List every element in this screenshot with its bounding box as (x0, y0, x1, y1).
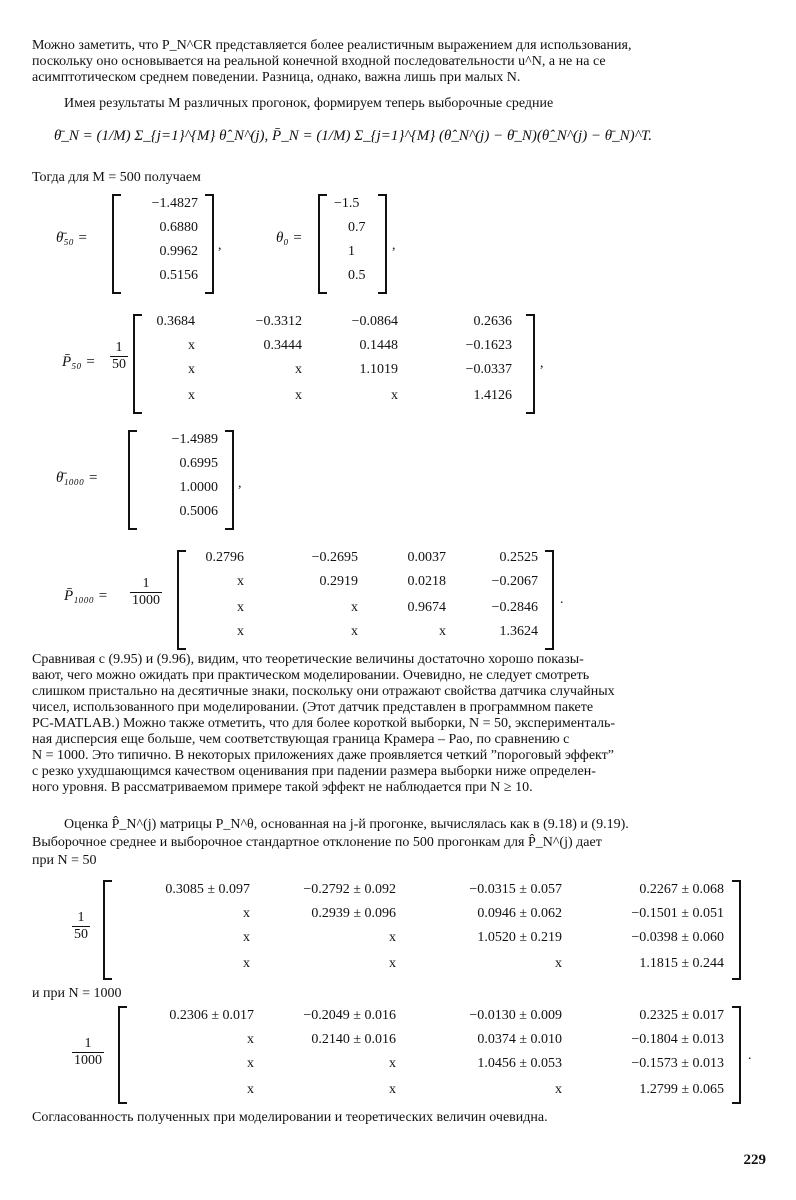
separator: . (748, 1048, 752, 1063)
matrix-cell: x (243, 930, 250, 945)
matrix-cell: −0.2695 (311, 550, 358, 565)
coef-num: 1 (110, 340, 128, 357)
bracket-right (526, 314, 535, 414)
bracket-right (732, 880, 741, 980)
matrix-cell: x (555, 1082, 562, 1097)
matrix-cell: 0.2267 ± 0.068 (639, 882, 724, 897)
matrix-cell: 0.3444 (263, 338, 302, 353)
text-line: Можно заметить, что P_N^CR представляется более реалистичным выражением для использования, (32, 38, 632, 53)
separator: , (392, 238, 396, 253)
matrix-cell: 1.3624 (499, 624, 538, 639)
vector-label: θ̄₁₀₀₀ = (56, 470, 99, 486)
bracket-right (225, 430, 234, 530)
matrix-cell: −0.2049 ± 0.016 (303, 1008, 396, 1023)
bracket-right (378, 194, 387, 294)
vector-value: −1.4827 (151, 196, 198, 211)
vector-label: θ̄₅₀ = (56, 230, 88, 246)
vector-value: 0.7 (348, 220, 366, 235)
matrix-cell: x (237, 624, 244, 639)
matrix-cell: x (237, 574, 244, 589)
matrix-cell: x (351, 600, 358, 615)
text-line: при N = 50 (32, 853, 97, 868)
vector-value: 0.5006 (179, 504, 218, 519)
matrix-cell: 0.0374 ± 0.010 (477, 1032, 562, 1047)
text-line: Оценка P̂_N^(j) матрицы P_N^θ, основанная на j-й прогонке, вычислялась как в (9.18) и (9.19). (64, 817, 629, 832)
matrix-label: P̄₁₀₀₀ = (64, 588, 108, 604)
bracket-left (318, 194, 327, 294)
matrix-cell: −0.2846 (491, 600, 538, 615)
paragraph-estimate (32, 816, 762, 870)
vector-value: 0.9962 (159, 244, 198, 259)
text-line: и при N = 1000 (32, 986, 122, 1001)
matrix-cell: 0.9674 (407, 600, 446, 615)
matrix-cell: 0.2525 (499, 550, 538, 565)
vector-value: −1.5 (334, 196, 360, 211)
matrix-cell: 0.3684 (156, 314, 195, 329)
page-number: 229 (743, 1152, 766, 1168)
matrix-cell: −0.0315 ± 0.057 (469, 882, 562, 897)
matrix-cell: −0.1623 (465, 338, 512, 353)
matrix-cell: 1.4126 (473, 388, 512, 403)
vector-value: 0.5156 (159, 268, 198, 283)
text-line: асимптотическом среднем поведении. Разница, однако, важна лишь при малых N. (32, 70, 521, 85)
matrix-cell: 0.2306 ± 0.017 (169, 1008, 254, 1023)
coef-num: 1 (72, 1036, 104, 1053)
text-line: Имея результаты M различных прогонок, формируем теперь выборочные средние (64, 96, 554, 111)
matrix-cell: −0.1804 ± 0.013 (631, 1032, 724, 1047)
vector-label: θ₀ = (276, 230, 303, 246)
matrix-cell: x (389, 930, 396, 945)
matrix-cell: x (555, 956, 562, 971)
matrix-cell: x (243, 906, 250, 921)
matrix-cell: −0.0337 (465, 362, 512, 377)
matrix-cell: 1.1815 ± 0.244 (639, 956, 724, 971)
separator: . (560, 592, 564, 607)
text-line: Тогда для M = 500 получаем (32, 170, 201, 185)
separator: , (218, 238, 222, 253)
separator: , (540, 356, 544, 371)
matrix-cell: −0.0398 ± 0.060 (631, 930, 724, 945)
formula-sample-means: θ̄_N = (1/M) Σ_{j=1}^{M} θ̂_N^(j), P̄_N = (1/M) Σ_{j=1}^{M} (θ̂_N^(j) − θ̄_N)(θ̂_N^(j) − θ̄_N)^T. (54, 128, 652, 144)
matrix-cell: x (188, 388, 195, 403)
text-line: Выборочное среднее и выборочное стандартное отклонение по 500 прогонкам для P̂_N^(j) дает (32, 835, 602, 850)
text-line: с резко ухудшающимся качеством оценивания при падении размера выборки ниже определен- (32, 764, 596, 779)
matrix-cell: x (389, 956, 396, 971)
matrix-cell: 0.0218 (407, 574, 446, 589)
matrix-cell: x (188, 362, 195, 377)
matrix-cell: x (247, 1082, 254, 1097)
matrix-cell: −0.2067 (491, 574, 538, 589)
matrix-cell: −0.2792 ± 0.092 (303, 882, 396, 897)
text-line: N = 1000. Это типично. В некоторых приложениях даже проявляется четкий ”пороговый эффект” (32, 748, 614, 763)
matrix-cell: x (295, 362, 302, 377)
bracket-right (732, 1006, 741, 1104)
matrix-cell: 0.0037 (407, 550, 446, 565)
text-line: PC-MATLAB.) Можно также отметить, что для более короткой выборки, N = 50, эксперименталь- (32, 716, 616, 731)
paragraph-intro (32, 38, 762, 86)
text-line: Согласованность полученных при моделировании и теоретических величин очевидна. (32, 1110, 548, 1125)
matrix-cell: x (391, 388, 398, 403)
matrix-cell: 1.0456 ± 0.053 (477, 1056, 562, 1071)
matrix-cell: 0.2919 (319, 574, 358, 589)
coef-den: 1000 (74, 1053, 102, 1068)
text-line: вают, чего можно ожидать при практическом моделировании. Очевидно, не следует смотреть (32, 668, 590, 683)
vector-value: 0.6880 (159, 220, 198, 235)
matrix-cell: −0.3312 (255, 314, 302, 329)
vector-value: 0.5 (348, 268, 366, 283)
text-line: чисел, использованного при моделировании. (Этот датчик представлен в программном пакете (32, 700, 594, 715)
matrix-cell: 0.3085 ± 0.097 (165, 882, 250, 897)
matrix-cell: 1.0520 ± 0.219 (477, 930, 562, 945)
matrix-cell: x (188, 338, 195, 353)
matrix-cell: 0.2796 (205, 550, 244, 565)
vector-value: 1.0000 (179, 480, 218, 495)
matrix-cell: x (351, 624, 358, 639)
matrix-cell: x (389, 1056, 396, 1071)
coef-den: 50 (112, 357, 126, 372)
matrix-cell: 0.1448 (359, 338, 398, 353)
matrix-label: P̄₅₀ = (62, 354, 96, 370)
matrix-cell: x (389, 1082, 396, 1097)
text-line: поскольку оно основывается на реальной конечной входной последовательности u^N, а не на се (32, 54, 606, 69)
matrix-cell: −0.0864 (351, 314, 398, 329)
text-line: ного уровня. В рассматриваемом примере такой эффект не наблюдается при N ≥ 10. (32, 780, 533, 795)
coefficient (72, 1036, 104, 1069)
matrix-cell: 0.2140 ± 0.016 (311, 1032, 396, 1047)
matrix-cell: 1.2799 ± 0.065 (639, 1082, 724, 1097)
matrix-cell: 0.2636 (473, 314, 512, 329)
text-line: ная дисперсия еще больше, чем соответствующая граница Крамера – Рао, по сравнению с (32, 732, 570, 747)
coef-num: 1 (72, 910, 90, 927)
matrix-cell: x (439, 624, 446, 639)
matrix-cell: 0.2939 ± 0.096 (311, 906, 396, 921)
matrix-cell: 0.0946 ± 0.062 (477, 906, 562, 921)
coef-den: 50 (74, 927, 88, 942)
coef-den: 1000 (132, 593, 160, 608)
matrix-cell: x (243, 956, 250, 971)
vector-value: 1 (348, 244, 355, 259)
matrix-cell: x (247, 1056, 254, 1071)
separator: , (238, 476, 242, 491)
vector-value: 0.6995 (179, 456, 218, 471)
vector-value: −1.4989 (171, 432, 218, 447)
bracket-right (205, 194, 214, 294)
matrix-cell: x (247, 1032, 254, 1047)
bracket-right (545, 550, 554, 650)
matrix-cell: −0.1501 ± 0.051 (631, 906, 724, 921)
matrix-cell: x (237, 600, 244, 615)
text-line: Сравнивая с (9.95) и (9.96), видим, что теоретические величины достаточно хорошо показы- (32, 652, 584, 667)
matrix-cell: −0.0130 ± 0.009 (469, 1008, 562, 1023)
matrix-cell: 0.2325 ± 0.017 (639, 1008, 724, 1023)
coef-num: 1 (130, 576, 162, 593)
matrix-cell: −0.1573 ± 0.013 (631, 1056, 724, 1071)
matrix-cell: x (295, 388, 302, 403)
matrix-cell: 1.1019 (359, 362, 398, 377)
paragraph-comparison (32, 652, 762, 796)
text-line: слишком пристально на десятичные знаки, поскольку они отражают свойства датчика случайных (32, 684, 615, 699)
coefficient (72, 910, 90, 943)
